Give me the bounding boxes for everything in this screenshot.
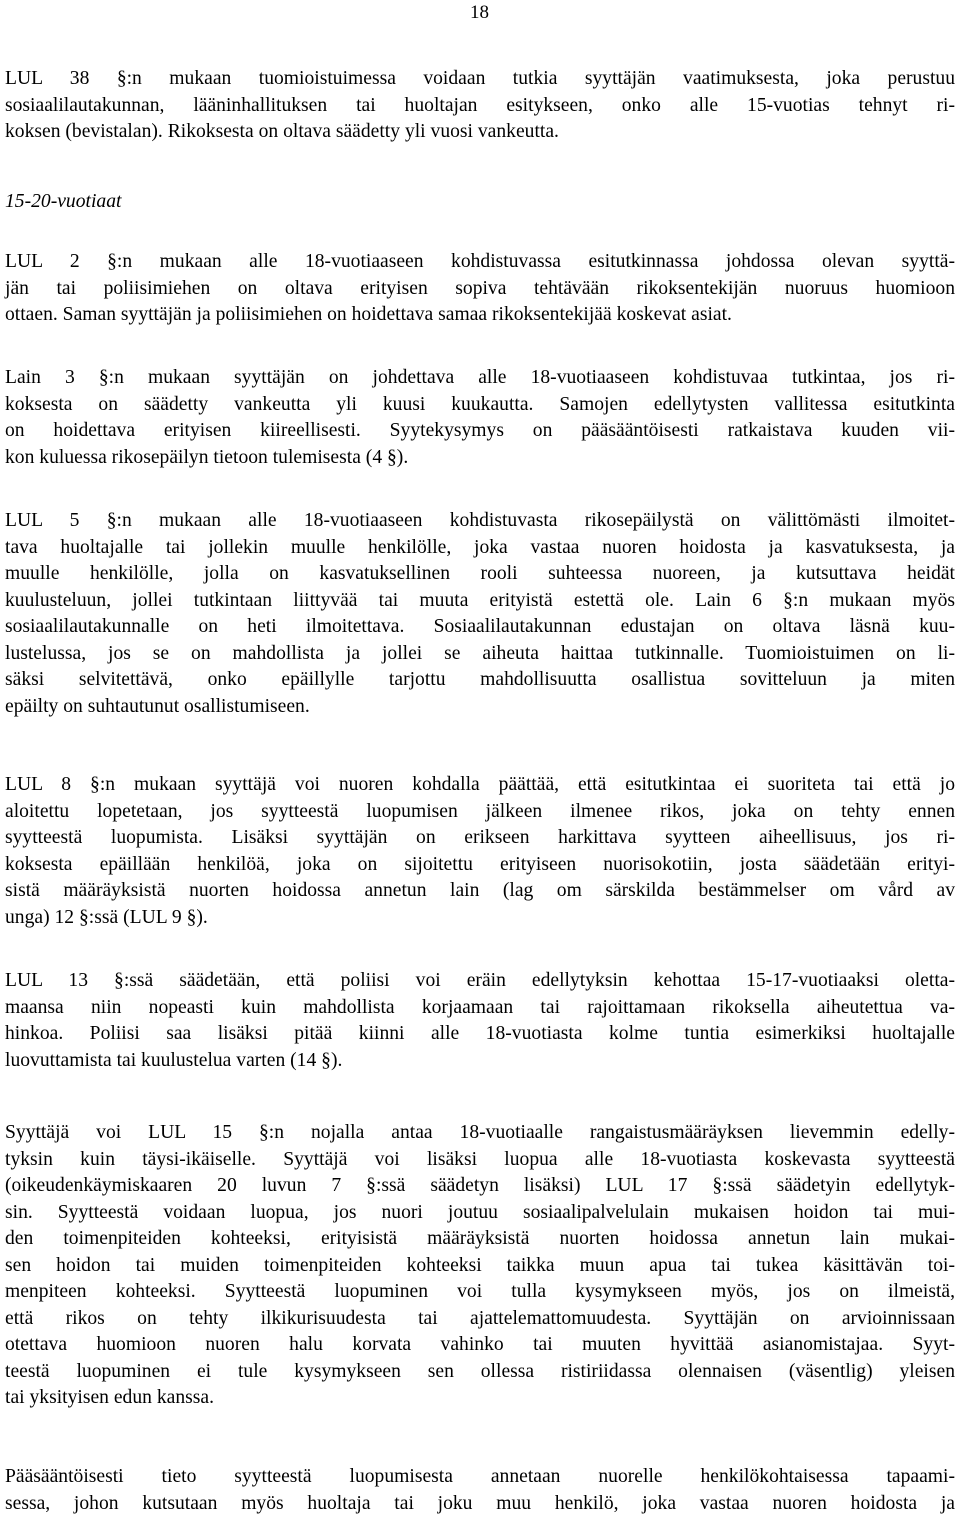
text-line: epäilty on suhtautunut osallistumiseen. — [5, 695, 310, 717]
page-number: 18 — [470, 2, 489, 23]
text-line: säksi selvitettävä, onko epäillylle tarjottu mahdollisuutta osallistua sovitteluun ja miten — [5, 669, 955, 690]
paragraph-5 — [5, 772, 955, 931]
text-line: koksesta epäillään henkilöä, joka on sijoitettu erityiseen nuorisokotiin, josta säädetään erityi- — [5, 853, 955, 875]
text-line: LUL 2 §:n mukaan alle 18-vuotiaaseen kohdistuvassa esitutkinnassa johdossa olevan syyttä- — [5, 251, 955, 272]
text-line: teestä luopuminen ei tule kysymykseen sen ollessa ristiriidassa olennaisen (väsentlig) yleisen — [5, 1360, 955, 1382]
text-line: tava huoltajalle tai jollekin muulle henkilölle, joka vastaa nuoren hoidosta ja kasvatuksesta, ja — [5, 536, 955, 558]
text-line: sosiaalilautakunnan, lääninhallituksen tai huoltajan esitykseen, onko alle 15-vuotias tehnyt ri- — [5, 94, 955, 116]
text-line: muulle henkilölle, jolla on kasvatuksellinen rooli suhteessa nuoreen, ja kutsuttava heidät — [5, 563, 955, 584]
text-line: unga) 12 §:ssä (LUL 9 §). — [5, 906, 208, 928]
paragraph-1 — [5, 66, 955, 146]
text-line: LUL 13 §:ssä säädetään, että poliisi voi eräin edellytyksin kehottaa 15-17-vuotiaaksi oletta- — [5, 970, 955, 991]
text-line: aloitettu lopetetaan, jos syytteestä luopumisen jälkeen ilmenee rikos, joka on tehty ennen — [5, 800, 955, 822]
text-line: tyksin kuin täysi-ikäiselle. Syyttäjä voi lisäksi luopua alle 18-vuotiasta koskevasta syytteestä — [5, 1148, 955, 1170]
text-line: koksesta on säädetty vankeutta yli kuusi kuukautta. Samojen edellytysten vallitessa esitutkinta — [5, 393, 955, 415]
section-heading: 15-20-vuotiaat — [5, 191, 122, 212]
text-line: Syyttäjä voi LUL 15 §:n nojalla antaa 18-vuotiaalle rangaistusmääräyksen lievemmin edelly- — [5, 1122, 955, 1143]
text-line: Pääsääntöisesti tieto syytteestä luopumisesta annetaan nuorelle henkilökohtaisessa tapaami- — [5, 1466, 955, 1487]
paragraph-2 — [5, 249, 955, 329]
text-line: Lain 3 §:n mukaan syyttäjän on johdettava alle 18-vuotiaaseen kohdistuvaa tutkintaa, jos ri- — [5, 367, 955, 388]
text-line: menpiteen kohteeksi. Syytteestä luopuminen voi tulla kysymykseen myös, jos on ilmeistä, — [5, 1281, 955, 1302]
text-line: tai yksityisen edun kanssa. — [5, 1387, 214, 1408]
text-line: maansa niin nopeasti kuin mahdollista korjaamaan tai rajoittamaan rikoksella aiheutettua va- — [5, 996, 955, 1018]
text-line: että rikos on tehty ilkikurisuudesta tai ajattelemattomuudesta. Syyttäjän on arvioinnissaan — [5, 1307, 955, 1329]
text-line: LUL 5 §:n mukaan alle 18-vuotiaaseen kohdistuvasta rikosepäilystä on välittömästi ilmoitet- — [5, 510, 955, 531]
text-line: otettava huomioon nuoren halu korvata vahinko tai muuten hyvittää asianomistajaa. Syyt- — [5, 1334, 955, 1355]
paragraph-4 — [5, 508, 955, 720]
text-line: LUL 38 §:n mukaan tuomioistuimessa voidaan tutkia syyttäjän vaatimuksesta, joka perustuu — [5, 68, 955, 89]
text-line: LUL 8 §:n mukaan syyttäjä voi nuoren kohdalla päättää, että esitutkintaa ei suoriteta tai että jo — [5, 774, 955, 795]
text-line: kuulusteluun, jollei tutkintaan liittyvää tai muuta erityistä estettä ole. Lain 6 §:n mukaan myös — [5, 589, 955, 611]
text-line: sistä määräyksistä nuorten hoidossa annetun lain (lag om särskilda bestämmelser om vård av — [5, 880, 955, 901]
paragraph-3 — [5, 365, 955, 471]
text-line: lustelussa, jos se on mahdollista ja jollei se aiheuta haittaa tutkinnalle. Tuomioistuimen on li- — [5, 642, 955, 664]
text-line: koksen (bevistalan). Rikoksesta on oltava säädetty yli vuosi vankeutta. — [5, 121, 559, 142]
text-line: syytteestä luopumista. Lisäksi syyttäjän on erikseen harkittava syytteen aiheellisuus, jos ri- — [5, 827, 955, 848]
text-line: sosiaalilautakunnalle on heti ilmoitettava. Sosiaalilautakunnan edustajan on oltava läsnä kuu- — [5, 616, 955, 637]
text-line: on hoidettava erityisen kiireellisesti. Syytekysymys on pääsääntöisesti ratkaistava kuuden vii- — [5, 420, 955, 441]
paragraph-6 — [5, 968, 955, 1074]
paragraph-8 — [5, 1464, 955, 1517]
text-line: kon kuluessa rikosepäilyn tietoon tulemisesta (4 §). — [5, 446, 409, 468]
text-line: luovuttamista tai kuulustelua varten (14 §). — [5, 1049, 343, 1071]
text-line: sin. Syytteestä voidaan luopua, jos nuori joutuu sosiaalipalvelulain mukaisen hoidon tai mui- — [5, 1201, 955, 1223]
paragraph-7 — [5, 1120, 955, 1412]
text-line: ottaen. Saman syyttäjän ja poliisimiehen on hoidettava samaa rikoksentekijää koskevat asiat. — [5, 304, 732, 325]
text-line: sen hoidon tai muiden toimenpiteiden kohteeksi taikka muun apua tai tukea käsittävän toi- — [5, 1254, 955, 1276]
text-line: sessa, johon kutsutaan myös huoltaja tai joku muu henkilö, joka vastaa nuoren hoidosta ja — [5, 1492, 955, 1514]
text-line: den toimenpiteiden kohteeksi, erityisistä määräyksistä nuorten hoidossa annetun lain mukai- — [5, 1228, 955, 1249]
text-line: jän tai poliisimiehen on oltava erityisen sopiva tehtävään rikoksentekijän nuoruus huomioon — [5, 277, 955, 299]
text-line: hinkoa. Poliisi saa lisäksi pitää kiinni alle 18-vuotiasta kolme tuntia esimerkiksi huoltajalle — [5, 1023, 955, 1044]
text-line: (oikeudenkäymiskaaren 20 luvun 7 §:ssä säädetyn lisäksi) LUL 17 §:ssä säädetyin edellytyk- — [5, 1175, 955, 1196]
